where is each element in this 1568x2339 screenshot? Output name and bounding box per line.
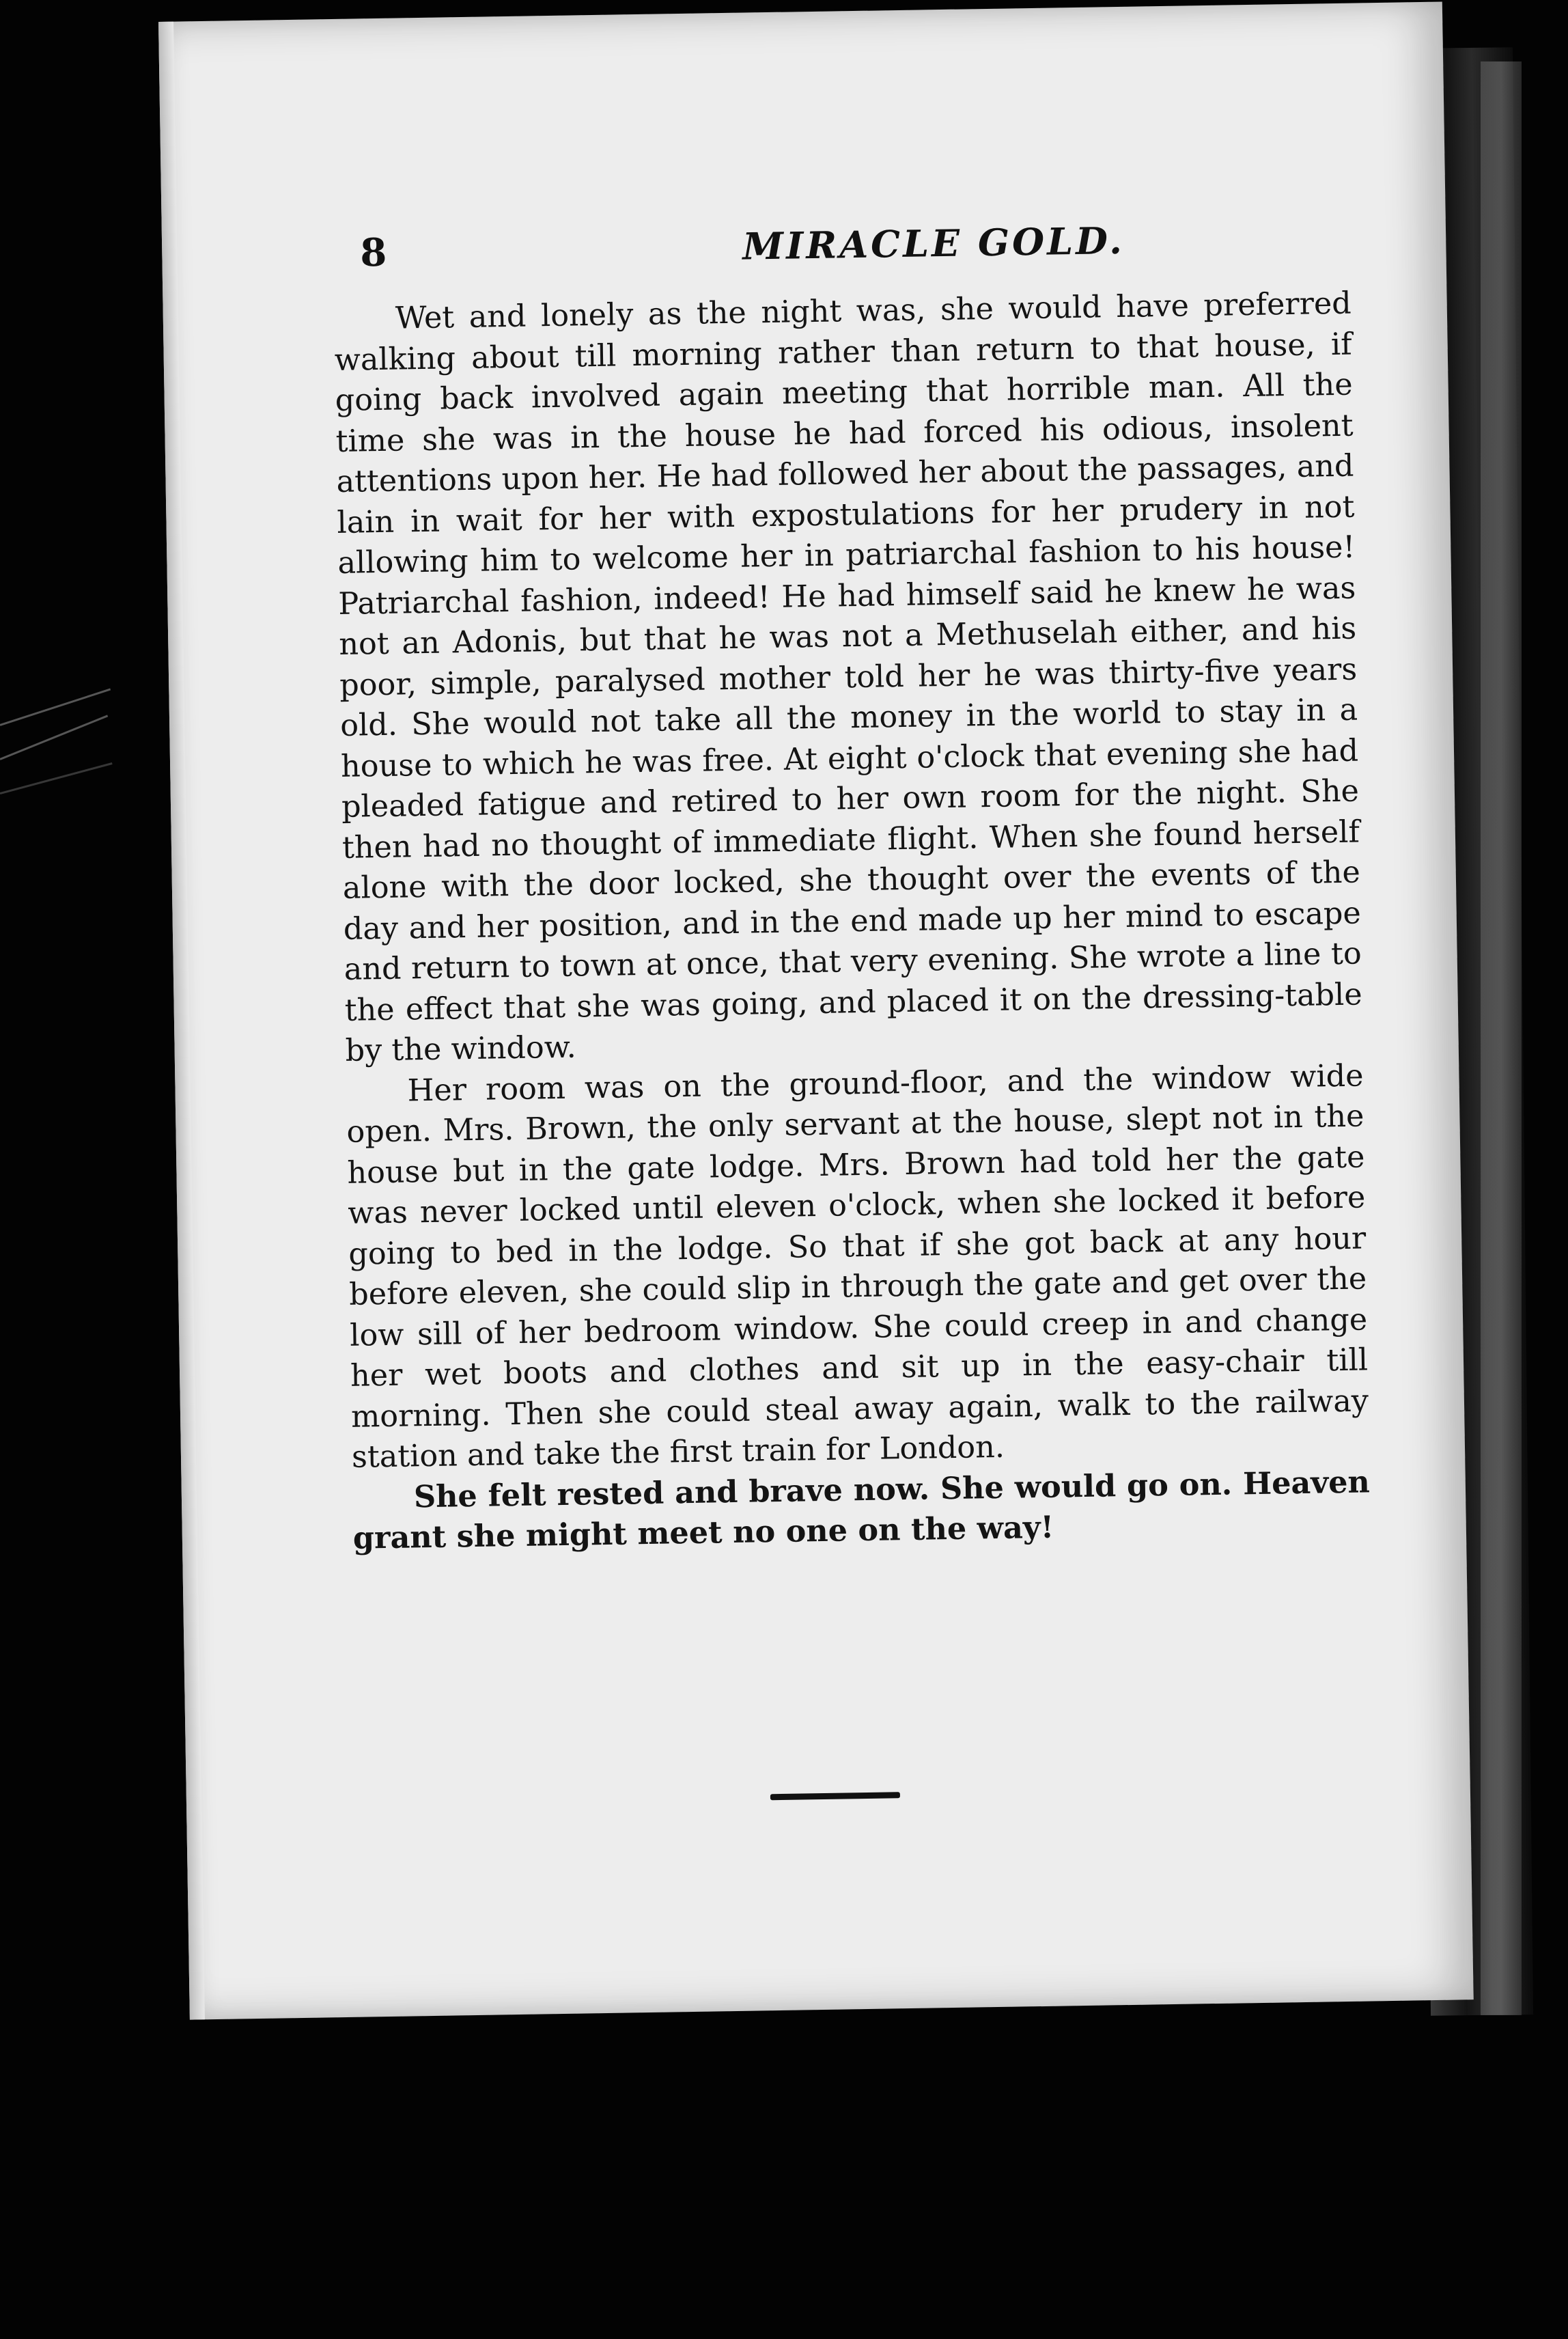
paragraph: Wet and lonely as the night was, she would have preferred walking about till morning rather than return to that house, if going back involved again meeting that horrible man. All the time she was in the house he had forced his odious, insolent attentions upon her. He had followed her about the passages, and lain in wait for her with expostulations for her prudery in not allowing him to welcome her in patriarchal fashion to his house! Patriarchal fashion, indeed! He had himself said he knew he was not an Adonis, but that he was not a Methuselah either, and his poor, simple, paralysed mother told her he was thirty-five years old. She would not take all the money in the world to stay in a house to which he was free. At eight o'clock that evening she had pleaded fatigue and retired to her own room for the night. She then had no thought of immediate flight. When she found herself alone with the door locked, she thought over the events of the day and her position, and in the end made up her mind to escape and return to town at once, that very evening. She wrote a line to the effect that she was going, and placed it on the dressing-table by the window. — [334, 286, 1362, 1068]
book-page — [158, 1, 1474, 2019]
scan-artifact — [0, 762, 113, 794]
scan-artifact — [0, 715, 108, 760]
running-title: MIRACLE GOLD. — [742, 218, 1125, 268]
paragraph: Her room was on the ground-floor, and the window wide open. Mrs. Brown, the only servant at the house, slept not in the house but in the gate lodge. Mrs. Brown had told her the gate was never locked until eleven o'clock, when she locked it before going to bed in the lodge. So that if she got back at any hour before eleven, she could slip in through the gate and get over the low sill of her bedroom window. She could creep in and change her wet boots and clothes and sit up in the easy-chair till morning. Then she could steal away again, walk to the railway station and take the first train for London. — [346, 1057, 1369, 1475]
section-end-rule — [770, 1792, 900, 1800]
page-number: 8 — [359, 230, 387, 276]
paragraph: She felt rested and brave now. She would go on. Heaven grant she might meet no one on the way! — [352, 1463, 1371, 1556]
body-text — [333, 283, 1371, 1560]
book-edge-highlight — [1481, 61, 1522, 2015]
page-gutter — [158, 22, 205, 2020]
page-header — [360, 214, 1371, 285]
